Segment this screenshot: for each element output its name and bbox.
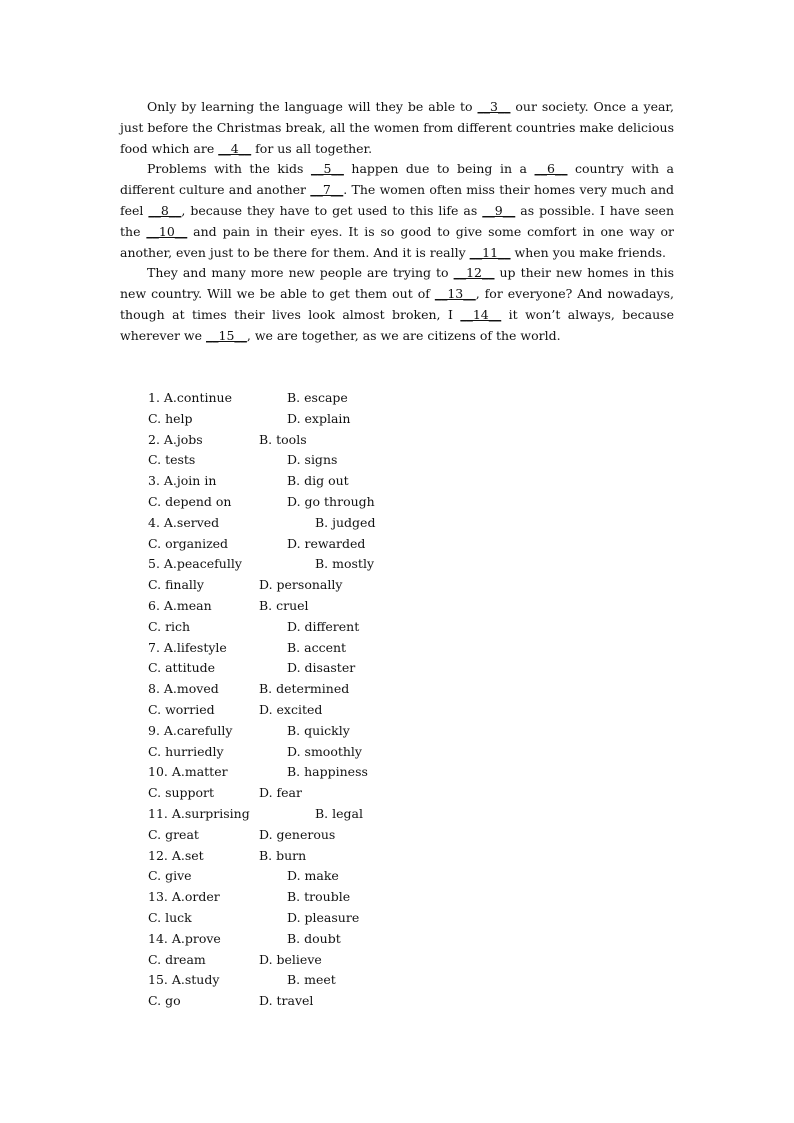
option-c: C. rich (148, 618, 191, 634)
option-c: C. hurriedly (148, 743, 224, 759)
option-a: 8. A.moved (148, 681, 219, 697)
blank: __11__ (469, 244, 511, 260)
option-d: D. signs (287, 452, 338, 468)
option-b: B. quickly (287, 722, 350, 738)
blank: __6__ (534, 161, 568, 177)
option-b: B. doubt (287, 930, 341, 946)
option-d: D. fear (259, 785, 302, 801)
cloze-passage (120, 97, 674, 347)
option-d: D. travel (259, 993, 314, 1009)
option-c: C. attitude (148, 660, 216, 676)
option-c: C. finally (148, 577, 204, 593)
option-d: D. go through (287, 493, 375, 509)
answer-options (148, 388, 508, 1012)
option-row (148, 970, 508, 991)
option-b: B. judged (315, 514, 376, 530)
option-row (148, 388, 508, 409)
option-row (148, 742, 508, 763)
option-row (148, 700, 508, 721)
option-c: C. support (148, 785, 215, 801)
option-row (148, 908, 508, 929)
paragraph-1: Only by learning the language will they be able to __3__ our society. Once a year, just before the Christmas break, all the women from different countries make delicious food which are __4__ for us all together. (120, 99, 674, 156)
option-a: 3. A.join in (148, 473, 217, 489)
option-a: 15. A.study (148, 972, 220, 988)
option-a: 1. A.continue (148, 390, 232, 405)
option-d: D. excited (259, 701, 323, 717)
option-b: B. cruel (259, 597, 309, 613)
option-d: D. generous (259, 826, 336, 842)
option-d: D. explain (287, 410, 351, 426)
blank: __15__ (206, 327, 247, 343)
option-row (148, 762, 508, 783)
option-c: C. give (148, 868, 192, 884)
option-row (148, 929, 508, 950)
option-b: B. happiness (287, 764, 368, 780)
option-c: C. luck (148, 909, 192, 925)
option-row (148, 617, 508, 638)
option-a: 7. A.lifestyle (148, 639, 227, 655)
option-row (148, 430, 508, 451)
option-d: D. personally (259, 577, 343, 593)
option-b: B. accent (287, 639, 347, 655)
option-row (148, 721, 508, 742)
option-d: D. make (287, 868, 339, 884)
option-d: D. disaster (287, 660, 356, 676)
option-a: 10. A.matter (148, 764, 228, 780)
option-row (148, 825, 508, 846)
option-c: C. help (148, 410, 193, 426)
blank: __7__ (310, 182, 344, 198)
option-row (148, 866, 508, 887)
option-d: D. rewarded (287, 535, 366, 551)
option-row (148, 450, 508, 471)
option-b: B. meet (287, 972, 336, 988)
option-c: C. go (148, 993, 181, 1009)
option-a: 12. A.set (148, 847, 204, 863)
option-b: B. escape (287, 390, 348, 405)
option-row (148, 492, 508, 513)
option-b: B. burn (259, 847, 307, 863)
option-c: C. organized (148, 535, 229, 551)
option-row (148, 409, 508, 430)
option-a: 14. A.prove (148, 930, 221, 946)
option-b: B. determined (259, 681, 350, 697)
option-row (148, 638, 508, 659)
blank: __3__ (477, 99, 511, 114)
option-row (148, 534, 508, 555)
blank: __12__ (453, 265, 495, 281)
option-a: 5. A.peacefully (148, 556, 242, 572)
paragraph-3: They and many more new people are trying to __12__ up their new homes in this new country. Will we be able to get them out of __13__, for everyone? And nowadays, though at times their lives look almost broken, I __14__ it won’t always, because wherever we __15__, we are together, as we are citizens of the world. (120, 265, 674, 343)
option-row (148, 846, 508, 867)
option-row (148, 596, 508, 617)
option-c: C. depend on (148, 493, 232, 509)
option-d: D. believe (259, 951, 322, 967)
option-row (148, 804, 508, 825)
option-row (148, 513, 508, 534)
option-row (148, 679, 508, 700)
option-row (148, 471, 508, 492)
option-row (148, 950, 508, 971)
blank: __9__ (482, 202, 516, 218)
option-b: B. legal (315, 805, 363, 821)
option-b: B. mostly (315, 556, 375, 572)
option-a: 4. A.served (148, 514, 220, 530)
option-d: D. smoothly (287, 743, 362, 759)
option-c: C. great (148, 826, 199, 842)
option-a: 13. A.order (148, 889, 220, 905)
option-b: B. trouble (287, 889, 351, 905)
option-row (148, 887, 508, 908)
option-row (148, 991, 508, 1012)
option-a: 6. A.mean (148, 597, 212, 613)
option-c: C. tests (148, 452, 196, 468)
option-a: 9. A.carefully (148, 722, 233, 738)
blank: __10__ (146, 223, 188, 239)
option-c: C. worried (148, 701, 215, 717)
option-a: 11. A.surprising (148, 805, 250, 821)
option-row (148, 783, 508, 804)
option-row (148, 575, 508, 596)
blank: __8__ (148, 202, 182, 218)
blank: __5__ (310, 161, 344, 177)
option-row (148, 658, 508, 679)
option-d: D. pleasure (287, 909, 360, 925)
option-c: C. dream (148, 951, 206, 967)
blank: __13__ (434, 286, 476, 302)
blank: __4__ (218, 140, 252, 156)
option-d: D. different (287, 618, 360, 634)
option-a: 2. A.jobs (148, 431, 203, 447)
blank: __14__ (460, 306, 502, 322)
option-row (148, 554, 508, 575)
option-b: B. tools (259, 431, 307, 447)
option-b: B. dig out (287, 473, 349, 489)
paragraph-2: Problems with the kids __5__ happen due to being in a __6__ country with a different culture and another __7__. The women often miss their homes very much and feel __8__, because they have to get used to this life as __9__ as possible. I have seen the __10__ and pain in their eyes. It is so good to give some comfort in one way or another, even just to be there for them. And it is really __11__ when you make friends. (120, 161, 674, 260)
